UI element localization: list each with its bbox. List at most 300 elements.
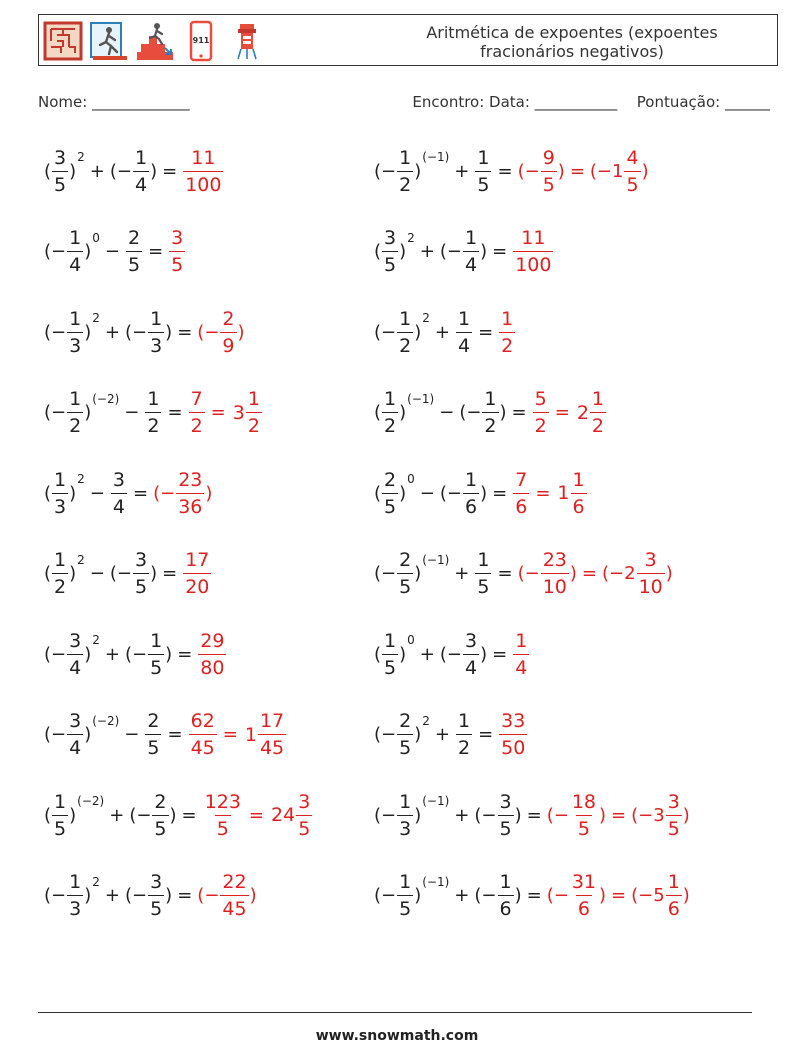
answer — [532, 386, 607, 439]
denominator: 5 — [382, 493, 398, 520]
numerator: 1 — [54, 549, 67, 571]
operator: = — [492, 482, 508, 504]
parenthesis: ) — [682, 885, 690, 906]
parenthesis: ) — [399, 482, 407, 504]
fraction — [145, 708, 161, 761]
answer — [188, 386, 263, 439]
parenthesis: ( — [374, 402, 382, 423]
problem-expression — [44, 619, 227, 689]
denominator: 4 — [67, 654, 83, 681]
denominator: 6 — [498, 895, 514, 922]
denominator: 3 — [67, 895, 83, 922]
numerator: 1 — [572, 468, 585, 491]
exponent: 2 — [422, 311, 430, 325]
parenthesis: (− — [439, 482, 462, 504]
numerator: 1 — [477, 146, 490, 169]
problem-expression — [44, 780, 313, 850]
denominator: 6 — [513, 493, 529, 520]
parenthesis: (− — [459, 402, 482, 423]
fraction — [67, 306, 83, 359]
numerator: 1 — [465, 227, 478, 249]
numerator: 17 — [259, 710, 285, 732]
denominator: 9 — [220, 332, 236, 359]
exponent: 2 — [92, 311, 100, 325]
denominator: 5 — [133, 573, 149, 600]
parenthesis: ) — [169, 804, 177, 826]
fraction — [397, 789, 413, 842]
fraction — [145, 386, 161, 439]
numerator: 1 — [457, 307, 471, 330]
numerator: 1 — [69, 871, 82, 893]
exponent: (−2) — [92, 713, 120, 728]
numerator: 1 — [69, 227, 82, 249]
operator: = — [478, 321, 494, 343]
parenthesis: (− — [44, 724, 67, 745]
operator: = — [581, 563, 597, 584]
parenthesis: ) — [84, 643, 92, 665]
parenthesis: ) — [514, 885, 522, 906]
parenthesis: ) — [499, 402, 507, 423]
problem-expression — [374, 780, 690, 850]
problem-expression — [44, 458, 212, 528]
numerator: 3 — [112, 468, 125, 491]
name-field — [38, 93, 190, 111]
mixed-whole-number: 2 — [576, 401, 589, 424]
fraction — [666, 789, 682, 842]
denominator: 2 — [397, 332, 413, 359]
parenthesis: ) — [414, 321, 422, 343]
parenthesis: ) — [165, 885, 173, 906]
denominator: 2 — [67, 412, 83, 439]
parenthesis: ) — [682, 804, 690, 826]
fraction — [533, 386, 549, 439]
parenthesis: ) — [84, 241, 92, 262]
operator: − — [124, 402, 140, 423]
parenthesis: (−1 — [589, 160, 624, 182]
denominator: 2 — [382, 412, 398, 439]
fraction — [499, 708, 527, 761]
numerator: 17 — [185, 549, 210, 571]
numerator: 1 — [399, 146, 412, 169]
answer — [547, 869, 690, 922]
denominator: 5 — [576, 815, 592, 842]
denominator: 5 — [148, 895, 164, 922]
operator: + — [104, 885, 120, 906]
exit-door-icon — [89, 20, 129, 62]
parenthesis: ) — [237, 321, 245, 343]
denominator: 5 — [296, 815, 312, 842]
answer — [197, 869, 256, 922]
numerator: 123 — [204, 790, 241, 813]
denominator: 45 — [189, 734, 217, 761]
numerator: 3 — [54, 146, 67, 169]
denominator: 20 — [183, 573, 211, 600]
answer — [498, 708, 528, 761]
numerator: 3 — [644, 549, 657, 571]
numerator: 4 — [626, 146, 639, 169]
denominator: 2 — [499, 332, 515, 359]
denominator: 2 — [590, 412, 606, 439]
operator: = — [478, 724, 494, 745]
score-blank: ______ — [725, 93, 770, 111]
denominator: 5 — [126, 251, 142, 278]
denominator: 4 — [463, 654, 479, 681]
operator: − — [419, 482, 435, 504]
numerator: 3 — [384, 227, 397, 249]
parenthesis: (− — [374, 321, 397, 343]
denominator: 5 — [541, 171, 557, 198]
operator: − — [104, 241, 120, 262]
numerator: 3 — [150, 871, 163, 893]
operator: = — [167, 724, 183, 745]
fraction — [111, 467, 127, 520]
operator: + — [104, 643, 120, 665]
denominator: 5 — [215, 815, 231, 842]
numerator: 3 — [667, 790, 680, 813]
denominator: 5 — [145, 734, 161, 761]
numerator: 33 — [501, 710, 526, 732]
answer — [547, 789, 690, 842]
answer — [512, 628, 530, 681]
denominator: 4 — [67, 251, 83, 278]
numerator: 1 — [465, 468, 478, 491]
numerator: 1 — [150, 629, 163, 652]
exponent: (−1) — [422, 150, 450, 164]
problem-expression — [374, 861, 690, 931]
operator: + — [454, 160, 470, 182]
problem-expression — [374, 619, 530, 689]
mixed-whole-number: 3 — [232, 401, 245, 424]
numerator: 3 — [135, 549, 148, 571]
exponent: 0 — [92, 230, 100, 245]
operator: = — [177, 885, 193, 906]
operator: = — [162, 160, 178, 182]
parenthesis: ( — [44, 160, 52, 182]
parenthesis: ) — [480, 643, 488, 665]
fraction — [397, 708, 413, 761]
answer — [197, 628, 227, 681]
numerator: 2 — [147, 710, 160, 732]
fraction — [52, 789, 68, 842]
problem-expression — [374, 136, 649, 206]
denominator: 3 — [397, 815, 413, 842]
parenthesis: (− — [44, 321, 67, 343]
denominator: 10 — [637, 573, 665, 600]
denominator: 2 — [397, 171, 413, 198]
parenthesis: ) — [480, 482, 488, 504]
numerator: 3 — [499, 790, 512, 813]
operator: = — [611, 804, 627, 826]
parenthesis: ) — [84, 402, 92, 423]
denominator: 5 — [666, 815, 682, 842]
parenthesis: ) — [69, 804, 77, 826]
numerator: 1 — [591, 388, 605, 410]
denominator: 6 — [463, 493, 479, 520]
parenthesis: ) — [514, 804, 522, 826]
denominator: 5 — [624, 171, 640, 198]
denominator: 4 — [111, 493, 127, 520]
denominator: 2 — [189, 412, 205, 439]
numerator: 2 — [384, 468, 397, 491]
numerator: 1 — [515, 629, 528, 652]
numerator: 2 — [222, 307, 235, 330]
parenthesis: ) — [69, 563, 77, 584]
exponent: 2 — [407, 230, 415, 245]
parenthesis: ) — [641, 160, 649, 182]
parenthesis: ( — [44, 804, 52, 826]
numerator: 1 — [54, 468, 67, 491]
parenthesis: (− — [517, 563, 540, 584]
fraction — [148, 628, 164, 681]
parenthesis: ) — [399, 402, 407, 423]
denominator: 45 — [258, 734, 286, 761]
numerator: 1 — [69, 307, 82, 330]
fraction — [133, 145, 149, 198]
parenthesis: (− — [44, 402, 67, 423]
fraction — [220, 869, 248, 922]
denominator: 4 — [463, 251, 479, 278]
parenthesis: ) — [399, 643, 407, 665]
problem-expression — [44, 297, 245, 367]
operator: = — [248, 804, 264, 826]
fraction — [148, 869, 164, 922]
denominator: 5 — [475, 171, 491, 198]
exponent: 0 — [407, 633, 415, 647]
fraction — [513, 628, 529, 681]
answer — [188, 708, 288, 761]
numerator: 11 — [191, 146, 216, 169]
parenthesis: (− — [374, 804, 397, 826]
answer — [512, 225, 554, 278]
answer — [518, 547, 673, 600]
denominator: 50 — [499, 734, 527, 761]
numerator: 31 — [571, 871, 597, 893]
parenthesis: ) — [599, 804, 607, 826]
denominator: 2 — [456, 734, 472, 761]
parenthesis: (− — [374, 160, 397, 182]
fraction — [246, 386, 262, 439]
denominator: 4 — [133, 171, 149, 198]
parenthesis: (− — [197, 321, 220, 343]
fraction — [570, 869, 598, 922]
parenthesis: (−5 — [631, 885, 665, 906]
denominator: 5 — [397, 895, 413, 922]
exponent: (−2) — [77, 794, 105, 808]
numerator: 1 — [499, 871, 512, 893]
answer — [518, 145, 649, 198]
operator: = — [511, 402, 527, 423]
exponent: (−1) — [422, 874, 450, 889]
date-score-fields — [412, 93, 770, 111]
parenthesis: ) — [249, 885, 257, 906]
parenthesis: (− — [124, 643, 148, 665]
maze-icon — [43, 20, 83, 62]
answer — [182, 145, 224, 198]
fraction — [475, 145, 491, 198]
denominator: 5 — [169, 251, 185, 278]
parenthesis: (− — [374, 885, 397, 906]
operator: = — [210, 402, 226, 423]
fraction — [541, 547, 569, 600]
operator: = — [167, 402, 183, 423]
numerator: 1 — [399, 790, 412, 813]
parenthesis: ) — [205, 482, 213, 504]
fraction — [624, 145, 640, 198]
operator: + — [454, 804, 470, 826]
numerator: 3 — [69, 710, 82, 732]
denominator: 4 — [456, 332, 472, 359]
numerator: 1 — [399, 871, 412, 893]
fraction — [499, 306, 515, 359]
parenthesis: ( — [44, 482, 52, 504]
fraction — [463, 628, 479, 681]
parenthesis: ) — [414, 563, 422, 584]
denominator: 2 — [246, 412, 262, 439]
fraction — [456, 708, 472, 761]
numerator: 23 — [178, 468, 203, 491]
parenthesis: ) — [414, 885, 422, 906]
denominator: 5 — [52, 171, 68, 198]
operator: = — [148, 241, 164, 262]
problem-expression — [44, 217, 186, 287]
numerator: 3 — [465, 629, 478, 652]
fraction — [52, 547, 68, 600]
numerator: 1 — [69, 388, 82, 410]
fraction — [67, 225, 83, 278]
denominator: 5 — [148, 654, 164, 681]
denominator: 5 — [52, 815, 68, 842]
parenthesis: ) — [150, 160, 158, 182]
numerator: 1 — [457, 710, 471, 732]
parenthesis: ( — [374, 482, 382, 504]
operator: − — [439, 402, 455, 423]
fraction — [397, 145, 413, 198]
header-icons — [43, 19, 267, 63]
operator: + — [434, 321, 450, 343]
problem-expression — [374, 539, 673, 609]
problem-expression — [374, 458, 588, 528]
fraction — [203, 789, 243, 842]
fraction — [382, 225, 398, 278]
fraction — [463, 467, 479, 520]
fraction — [67, 869, 83, 922]
fraction — [183, 547, 211, 600]
answer — [498, 306, 516, 359]
parenthesis: ( — [374, 643, 382, 665]
operator: = — [177, 643, 193, 665]
numerator: 1 — [247, 388, 260, 410]
mixed-whole-number: 1 — [244, 723, 257, 746]
numerator: 5 — [534, 388, 547, 410]
exponent: (−2) — [92, 391, 120, 406]
denominator: 10 — [541, 573, 569, 600]
denominator: 5 — [397, 734, 413, 761]
name-label: Nome: — [38, 93, 88, 111]
exponent: (−1) — [422, 552, 450, 567]
operator: + — [104, 321, 120, 343]
denominator: 6 — [571, 493, 587, 520]
parenthesis: (− — [124, 885, 148, 906]
operator: = — [611, 885, 627, 906]
parenthesis: ) — [569, 563, 577, 584]
numerator: 1 — [477, 549, 490, 571]
parenthesis: ) — [665, 563, 673, 584]
fraction — [397, 547, 413, 600]
parenthesis: ) — [414, 724, 422, 745]
numerator: 18 — [571, 790, 597, 813]
fraction — [126, 225, 142, 278]
problem-expression — [44, 136, 224, 206]
numerator: 23 — [542, 549, 567, 571]
numerator: 2 — [399, 549, 412, 571]
parenthesis: ) — [69, 482, 77, 504]
numerator: 1 — [150, 307, 163, 330]
parenthesis: (− — [44, 643, 67, 665]
operator: = — [526, 885, 542, 906]
operator: + — [89, 160, 105, 182]
operator: + — [434, 724, 450, 745]
parenthesis: (− — [474, 885, 497, 906]
parenthesis: (− — [517, 160, 540, 182]
denominator: 5 — [382, 251, 398, 278]
numerator: 3 — [298, 790, 311, 813]
fraction — [397, 869, 413, 922]
fraction — [152, 789, 168, 842]
numerator: 9 — [542, 146, 555, 169]
fraction — [176, 467, 204, 520]
parenthesis: ) — [69, 160, 77, 182]
numerator: 62 — [190, 710, 215, 732]
operator: = — [526, 804, 542, 826]
operator: = — [177, 321, 193, 343]
denominator: 6 — [666, 895, 682, 922]
phone-911-icon — [181, 20, 221, 62]
operator: + — [454, 885, 470, 906]
denominator: 5 — [498, 815, 514, 842]
exponent: 2 — [422, 713, 430, 728]
fraction — [590, 386, 606, 439]
footer-site: www.snowmath.com — [315, 1028, 479, 1044]
parenthesis: ) — [84, 321, 92, 343]
answer — [197, 306, 244, 359]
parenthesis: ) — [150, 563, 158, 584]
numerator: 1 — [384, 388, 397, 410]
operator: + — [454, 563, 470, 584]
denominator: 4 — [67, 734, 83, 761]
fraction — [570, 789, 598, 842]
denominator: 2 — [145, 412, 161, 439]
parenthesis: ) — [599, 885, 607, 906]
fraction — [513, 225, 553, 278]
numerator: 1 — [399, 307, 412, 330]
fraction — [296, 789, 312, 842]
fraction — [475, 547, 491, 600]
fraction — [498, 869, 514, 922]
parenthesis: (−2 — [602, 563, 636, 584]
parenthesis: (− — [197, 885, 220, 906]
numerator: 29 — [200, 629, 225, 652]
numerator: 11 — [521, 227, 546, 249]
numerator: 1 — [384, 629, 397, 652]
fraction — [498, 789, 514, 842]
denominator: 5 — [475, 573, 491, 600]
operator: = — [554, 402, 570, 423]
problem-expression — [374, 378, 607, 448]
fraction — [148, 306, 164, 359]
exponent: 2 — [77, 552, 85, 567]
numerator: 1 — [484, 388, 497, 410]
fraction — [183, 145, 223, 198]
